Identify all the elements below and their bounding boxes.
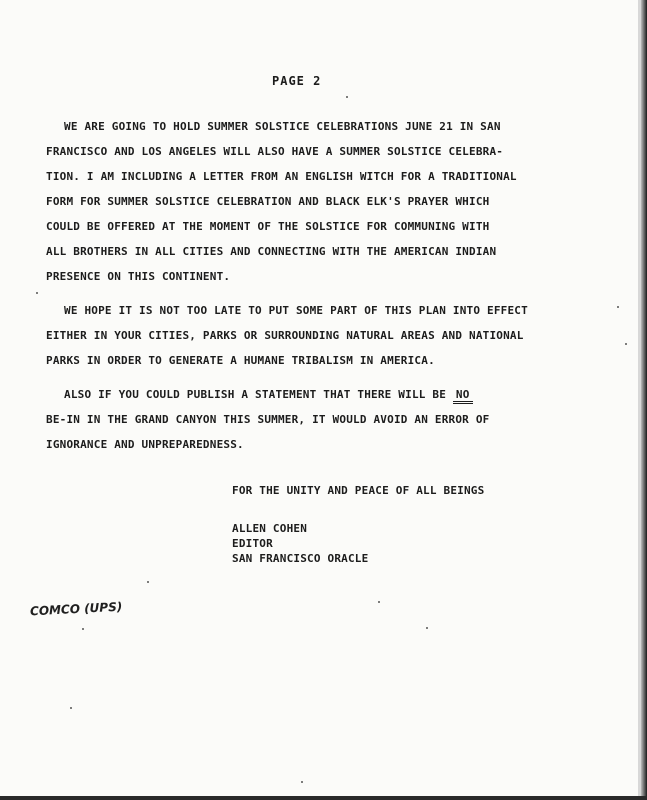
paragraph-3-line-1: [64, 388, 473, 404]
scan-speck: [70, 707, 72, 709]
scan-speck: [625, 343, 627, 345]
signature-name: ALLEN COHEN: [232, 522, 308, 535]
signature-organization: SAN FRANCISCO ORACLE: [232, 552, 369, 565]
scan-speck: [426, 627, 428, 629]
paragraph-1-line-7: PRESENCE ON THIS CONTINENT.: [46, 270, 231, 283]
paragraph-3-line-2: BE-IN IN THE GRAND CANYON THIS SUMMER, IT WOULD AVOID AN ERROR OF: [46, 413, 490, 426]
scan-edge-right: [641, 0, 647, 800]
handwritten-note: COMCO (UPS): [29, 599, 123, 619]
scan-speck: [346, 96, 348, 98]
page-number: PAGE 2: [272, 74, 322, 88]
scan-speck: [301, 781, 303, 783]
scan-speck: [147, 581, 149, 583]
paragraph-2-line-2: EITHER IN YOUR CITIES, PARKS OR SURROUNDING NATURAL AREAS AND NATIONAL: [46, 329, 524, 342]
scan-edge-bottom: [0, 796, 647, 800]
paragraph-1-line-2: FRANCISCO AND LOS ANGELES WILL ALSO HAVE A SUMMER SOLSTICE CELEBRA-: [46, 145, 504, 158]
paragraph-1-line-6: ALL BROTHERS IN ALL CITIES AND CONNECTING WITH THE AMERICAN INDIAN: [46, 245, 497, 258]
closing-line: FOR THE UNITY AND PEACE OF ALL BEINGS: [232, 484, 485, 497]
paragraph-1-line-5: COULD BE OFFERED AT THE MOMENT OF THE SOLSTICE FOR COMMUNING WITH: [46, 220, 490, 233]
paragraph-1-line-1: WE ARE GOING TO HOLD SUMMER SOLSTICE CELEBRATIONS JUNE 21 IN SAN: [64, 120, 501, 133]
scan-speck: [378, 601, 380, 603]
paragraph-1-line-4: FORM FOR SUMMER SOLSTICE CELEBRATION AND BLACK ELK'S PRAYER WHICH: [46, 195, 490, 208]
scan-speck: [36, 292, 38, 294]
paragraph-2-line-3: PARKS IN ORDER TO GENERATE A HUMANE TRIBALISM IN AMERICA.: [46, 354, 435, 367]
emphasis-no: NO: [453, 389, 473, 404]
paragraph-3-line-3: IGNORANCE AND UNPREPAREDNESS.: [46, 438, 244, 451]
signature-title: EDITOR: [232, 537, 273, 550]
scan-speck: [617, 306, 619, 308]
scan-speck: [82, 628, 84, 630]
paragraph-3-line-1-text: ALSO IF YOU COULD PUBLISH A STATEMENT THAT THERE WILL BE: [64, 388, 447, 401]
paragraph-1-line-3: TION. I AM INCLUDING A LETTER FROM AN ENGLISH WITCH FOR A TRADITIONAL: [46, 170, 517, 183]
paragraph-2-line-1: WE HOPE IT IS NOT TOO LATE TO PUT SOME PART OF THIS PLAN INTO EFFECT: [64, 304, 528, 317]
